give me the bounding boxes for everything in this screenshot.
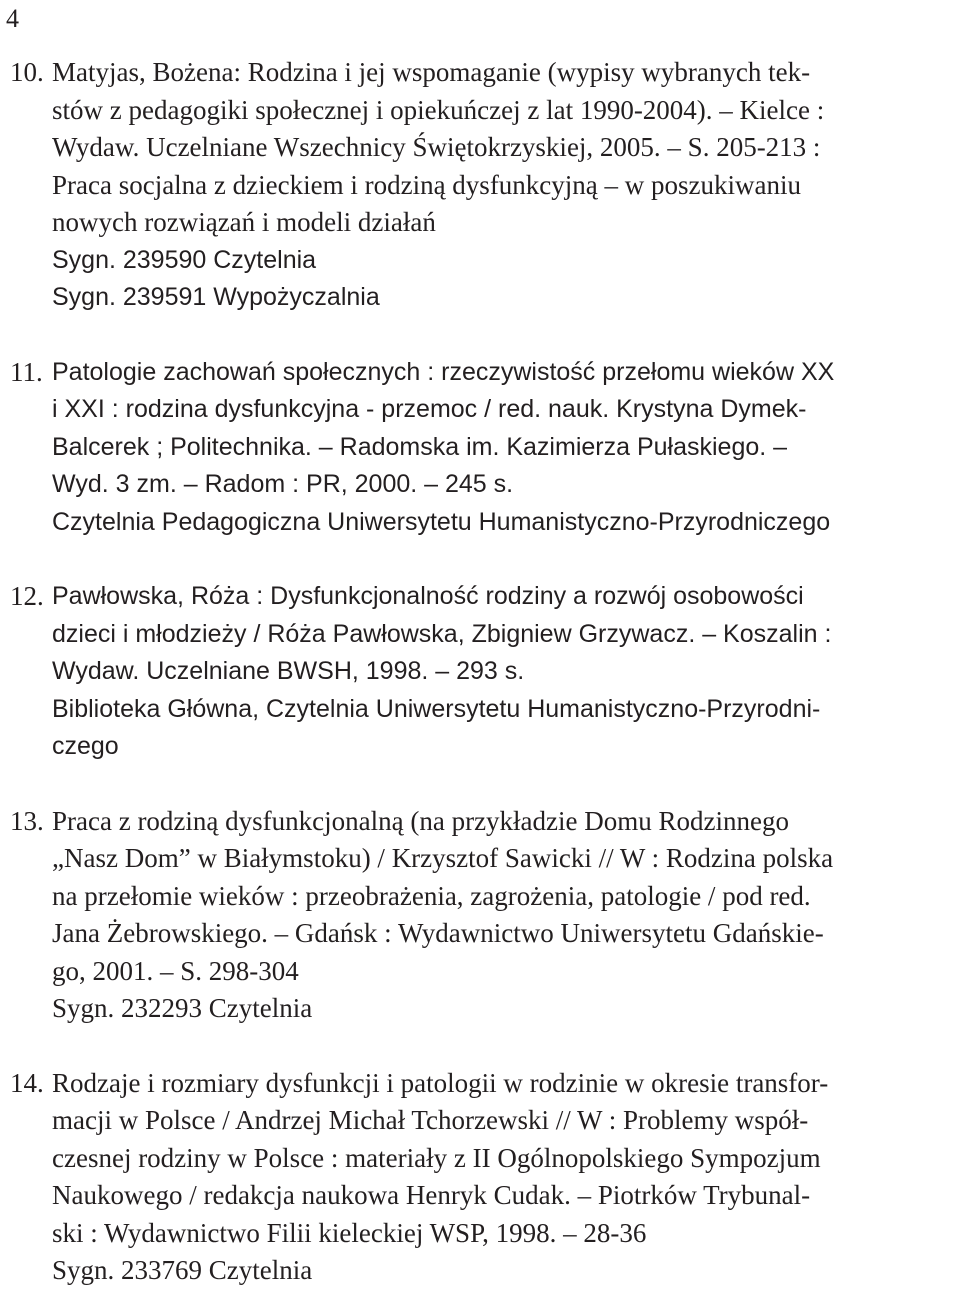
entry-line: Rodzaje i rozmiary dysfunkcji i patologii w rodzinie w okresie transfor- bbox=[52, 1067, 829, 1098]
entry-number: 10. bbox=[10, 57, 44, 87]
entry-line: Sygn. 239591 Wypożyczalnia bbox=[52, 283, 380, 311]
bibliography-list bbox=[10, 54, 958, 1290]
entry-line: Praca z rodziną dysfunkcjonalną (na przykładzie Domu Rodzinnego bbox=[52, 805, 789, 836]
bibliography-entry bbox=[10, 354, 958, 542]
entry-line: Wydaw. Uczelniane BWSH, 1998. – 293 s. bbox=[52, 657, 525, 685]
entry-line: nowych rozwiązań i modeli działań bbox=[52, 207, 436, 237]
bibliography-entry bbox=[10, 578, 958, 766]
entry-text bbox=[52, 803, 958, 1028]
entry-line: Czytelnia Pedagogiczna Uniwersytetu Humanistyczno-Przyrodniczego bbox=[52, 507, 831, 536]
entry-line: i XXI : rodzina dysfunkcyjna - przemoc / red. nauk. Krystyna Dymek- bbox=[52, 395, 807, 423]
entry-line: „Nasz Dom” w Białymstoku) / Krzysztof Sawicki // W : Rodzina polska bbox=[52, 843, 834, 873]
entry-line: go, 2001. – S. 298-304 bbox=[52, 955, 299, 986]
bibliography-entry bbox=[10, 1065, 958, 1290]
bibliography-entry bbox=[10, 803, 958, 1028]
entry-line: Wyd. 3 zm. – Radom : PR, 2000. – 245 s. bbox=[52, 470, 514, 498]
entry-line: macji w Polsce / Andrzej Michał Tchorzewski // W : Problemy współ- bbox=[52, 1105, 809, 1135]
entry-line: Matyjas, Bożena: Rodzina i jej wspomaganie (wypisy wybranych tek- bbox=[52, 57, 811, 87]
entry-number: 11. bbox=[10, 356, 43, 387]
bibliography-entry bbox=[10, 54, 958, 317]
entry-number: 14. bbox=[10, 1067, 44, 1098]
entry-line: Wydaw. Uczelniane Wszechnicy Świętokrzyskiej, 2005. – S. 205-213 : bbox=[52, 132, 821, 162]
entry-line: Jana Żebrowskiego. – Gdańsk : Wydawnictwo Uniwersytetu Gdańskie- bbox=[52, 918, 824, 948]
entry-number: 13. bbox=[10, 805, 44, 836]
entry-line: Balcerek ; Politechnika. – Radomska im. Kazimierza Pułaskiego. – bbox=[52, 432, 788, 461]
page-number: 4 bbox=[6, 4, 19, 33]
entry-line: Sygn. 232293 Czytelnia bbox=[52, 993, 313, 1023]
entry-line: czesnej rodziny w Polsce : materiały z II Ogólnopolskiego Sympozjum bbox=[52, 1142, 821, 1173]
entry-line: na przełomie wieków : przeobrażenia, zagrożenia, patologie / pod red. bbox=[52, 880, 811, 911]
entry-line: Sygn. 233769 Czytelnia bbox=[52, 1255, 313, 1285]
entry-line: stów z pedagogiki społecznej i opiekuńczej z lat 1990-2004). – Kielce : bbox=[52, 94, 825, 125]
entry-number: 12. bbox=[10, 581, 44, 611]
entry-line: Biblioteka Główna, Czytelnia Uniwersytetu Humanistyczno-Przyrodni- bbox=[52, 694, 821, 723]
entry-line: Sygn. 239590 Czytelnia bbox=[52, 245, 317, 274]
entry-line: dzieci i młodzieży / Róża Pawłowska, Zbigniew Grzywacz. – Koszalin : bbox=[52, 619, 832, 648]
entry-line: ski : Wydawnictwo Filii kieleckiej WSP, 1998. – 28-36 bbox=[52, 1217, 647, 1248]
entry-text bbox=[52, 54, 958, 317]
entry-text bbox=[52, 1065, 958, 1290]
entry-line: Naukowego / redakcja naukowa Henryk Cudak. – Piotrków Trybunal- bbox=[52, 1180, 811, 1210]
entry-line: Pawłowska, Róża : Dysfunkcjonalność rodziny a rozwój osobowości bbox=[52, 582, 804, 610]
entry-line: Praca socjalna z dzieckiem i rodziną dysfunkcyjną – w poszukiwaniu bbox=[52, 169, 801, 200]
entry-line: czego bbox=[52, 732, 119, 760]
entry-text bbox=[52, 578, 958, 766]
entry-line: Patologie zachowań społecznych : rzeczywistość przełomu wieków XX bbox=[52, 357, 835, 386]
entry-text bbox=[52, 354, 958, 542]
